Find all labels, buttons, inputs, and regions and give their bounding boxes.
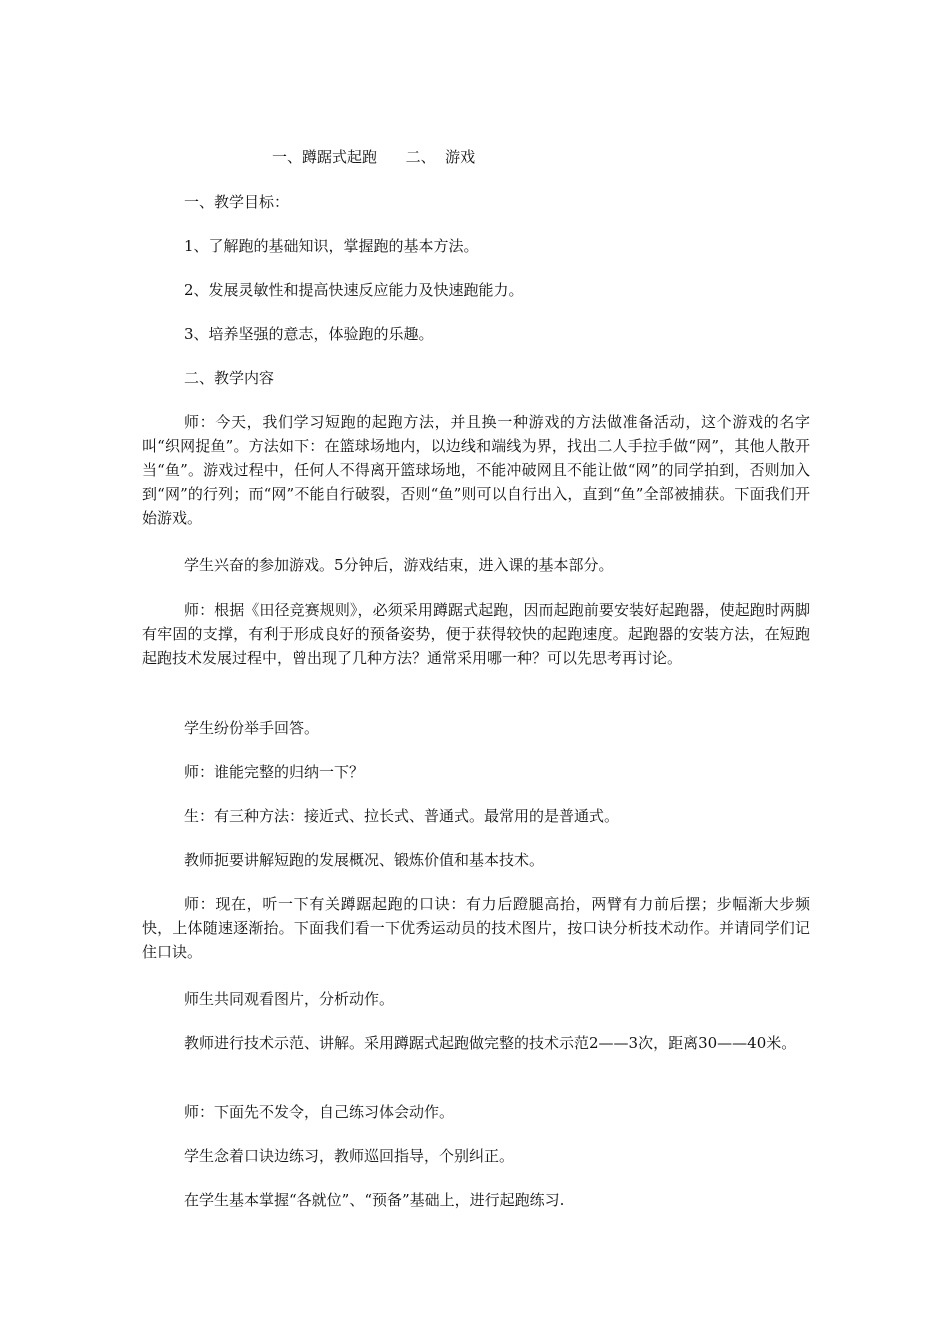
paragraph-teacher-question: 师：谁能完整的归纳一下？ — [184, 763, 365, 781]
paragraph-self-practice: 师：下面先不发令，自己练习体会动作。 — [184, 1103, 455, 1121]
paragraph-rules: 师：根据《田径竞赛规则》，必须采用蹲踞式起跑，因而起跑前要安装好起跑器，使起跑时两脚有牢固的支撑，有利于形成良好的预备姿势，便于获得较快的起跑速度。起跑器的安装方法，在短跑起跑技术发展过程中，曾出现了几种方法？通常采用哪一种？可以先思考再讨论。 — [142, 601, 810, 667]
paragraph-students-answer: 学生纷份举手回答。 — [184, 719, 320, 737]
goal-item-2: 2、发展灵敏性和提高快速反应能力及快速跑能力。 — [184, 281, 524, 299]
paragraph-start-practice: 在学生基本掌握“各就位”、“预备”基础上，进行起跑练习. — [184, 1191, 565, 1209]
document-title: 一、蹲踞式起跑 二、 游戏 — [272, 148, 476, 166]
paragraph-mnemonic: 师：现在，听一下有关蹲踞起跑的口诀：有力后蹬腿高抬，两臂有力前后摆；步幅渐大步频快，上体随速逐渐抬。下面我们看一下优秀运动员的技术图片，按口诀分析技术动作。并请同学们记住口诀。 — [142, 895, 810, 961]
paragraph-guidance: 学生念着口诀边练习，教师巡回指导，个别纠正。 — [184, 1147, 515, 1165]
heading-teaching-goals: 一、教学目标： — [184, 193, 290, 211]
paragraph-game-intro: 师：今天，我们学习短跑的起跑方法，并且换一种游戏的方法做准备活动，这个游戏的名字叫“织网捉鱼”。方法如下：在篮球场地内，以边线和端线为界，找出二人手拉手做“网”，其他人散开当“鱼”。游戏过程中，任何人不得离开篮球场地，不能冲破网且不能让做“网”的同学拍到，否则加入到“网”的行列；而“网”不能自行破裂，否则“鱼”则可以自行出入，直到“鱼”全部被捕获。下面我们开始游戏。 — [142, 413, 810, 527]
goal-item-1: 1、了解跑的基础知识，掌握跑的基本方法。 — [184, 237, 479, 255]
heading-teaching-content: 二、教学内容 — [184, 369, 275, 387]
paragraph-student-answer: 生：有三种方法：接近式、拉长式、普通式。最常用的是普通式。 — [184, 807, 620, 825]
paragraph-demonstration: 教师进行技术示范、讲解。采用蹲踞式起跑做完整的技术示范2——3次，距离30——40米。 — [184, 1034, 797, 1052]
goal-item-3: 3、培养坚强的意志，体验跑的乐趣。 — [184, 325, 434, 343]
paragraph-view-pictures: 师生共同观看图片，分析动作。 — [184, 990, 395, 1008]
paragraph-teacher-explains: 教师扼要讲解短跑的发展概况、锻炼价值和基本技术。 — [184, 851, 545, 869]
paragraph-students-play: 学生兴奋的参加游戏。5分钟后，游戏结束，进入课的基本部分。 — [184, 556, 614, 574]
